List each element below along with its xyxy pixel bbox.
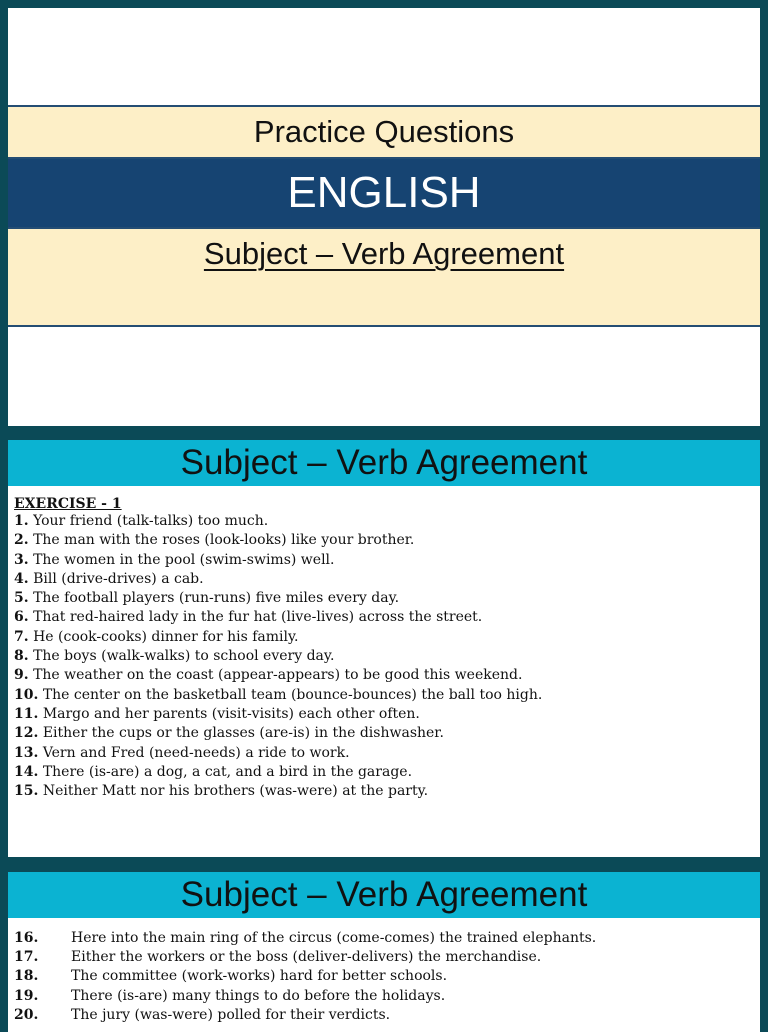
question-text: Vern and Fred (need-needs) a ride to work.	[42, 744, 350, 761]
subject-band	[8, 229, 760, 327]
exercise-heading: EXERCISE - 1	[14, 496, 122, 512]
question-number: 7.	[14, 628, 29, 645]
question-text: Neither Matt nor his brothers (was-were) at the party.	[42, 783, 429, 800]
question-text: Bill (drive-drives) a cab.	[33, 570, 204, 587]
question-number: 20.	[14, 1006, 39, 1023]
question-number: 15.	[14, 783, 39, 800]
slide-header: Subject – Verb Agreement	[8, 440, 760, 486]
question-item	[14, 987, 754, 1006]
question-item	[14, 531, 754, 550]
question-item	[14, 763, 754, 782]
question-item	[14, 628, 754, 647]
question-number: 8.	[14, 648, 29, 665]
question-number: 5.	[14, 590, 29, 607]
question-text: There (is-are) a dog, a cat, and a bird in the garage.	[42, 763, 413, 780]
slide-header: Subject – Verb Agreement	[8, 872, 760, 918]
question-item	[14, 686, 754, 705]
exercise-slide-1	[8, 440, 760, 857]
question-number: 16.	[14, 930, 39, 946]
question-item	[14, 705, 754, 724]
question-text: Either the cups or the glasses (are-is) in the dishwasher.	[42, 725, 444, 742]
question-item	[14, 647, 754, 666]
title-slide	[8, 8, 760, 426]
practice-band	[8, 105, 760, 159]
exercise-slide-2	[8, 872, 760, 1032]
question-text: Your friend (talk-talks) too much.	[33, 513, 269, 529]
question-number: 12.	[14, 725, 39, 742]
question-text: Margo and her parents (visit-visits) each other often.	[42, 705, 420, 722]
question-number: 2.	[14, 532, 29, 549]
question-item	[14, 608, 754, 627]
question-text: The center on the basketball team (bounce-bounces) the ball too high.	[42, 686, 543, 703]
question-text: The weather on the coast (appear-appears) to be good this weekend.	[33, 667, 523, 684]
question-text: He (cook-cooks) dinner for his family.	[33, 628, 299, 645]
question-number: 17.	[14, 949, 39, 966]
question-number: 14.	[14, 763, 39, 780]
question-text: That red-haired lady in the fur hat (live-lives) across the street.	[33, 609, 483, 626]
question-text: The jury (was-were) polled for their verdicts.	[71, 1006, 391, 1023]
question-text: The man with the roses (look-looks) like your brother.	[33, 532, 415, 549]
question-item	[14, 570, 754, 589]
question-text: Either the workers or the boss (deliver-delivers) the merchandise.	[71, 949, 542, 966]
question-number: 13.	[14, 744, 39, 761]
question-text: The committee (work-works) hard for better schools.	[71, 968, 448, 985]
question-number: 10.	[14, 686, 39, 703]
english-band	[8, 159, 760, 229]
question-item	[14, 929, 754, 948]
question-number: 19.	[14, 987, 39, 1004]
question-item	[14, 1006, 754, 1025]
exercise-list	[14, 929, 754, 1025]
question-item	[14, 948, 754, 967]
question-number: 9.	[14, 667, 29, 684]
question-item	[14, 782, 754, 801]
question-number: 18.	[14, 968, 39, 985]
question-number: 11.	[14, 705, 39, 722]
question-text: Here into the main ring of the circus (come-comes) the trained elephants.	[71, 930, 597, 946]
question-item	[14, 589, 754, 608]
question-number: 1.	[14, 513, 29, 529]
question-text: The football players (run-runs) five miles every day.	[33, 590, 400, 607]
question-number: 6.	[14, 609, 29, 626]
question-item	[14, 724, 754, 743]
practice-title: Practice Questions	[253, 114, 515, 149]
question-item	[14, 744, 754, 763]
exercise-list	[14, 496, 754, 801]
question-item	[14, 666, 754, 685]
question-item	[14, 512, 754, 531]
question-number: 4.	[14, 570, 29, 587]
question-text: There (is-are) many things to do before the holidays.	[71, 987, 446, 1004]
question-item	[14, 967, 754, 986]
subject-title: Subject – Verb Agreement	[203, 236, 565, 271]
question-text: The boys (walk-walks) to school every day.	[33, 648, 335, 665]
question-number: 3.	[14, 551, 29, 568]
english-title: ENGLISH	[287, 168, 481, 217]
question-text: The women in the pool (swim-swims) well.	[33, 551, 335, 568]
question-item	[14, 551, 754, 570]
